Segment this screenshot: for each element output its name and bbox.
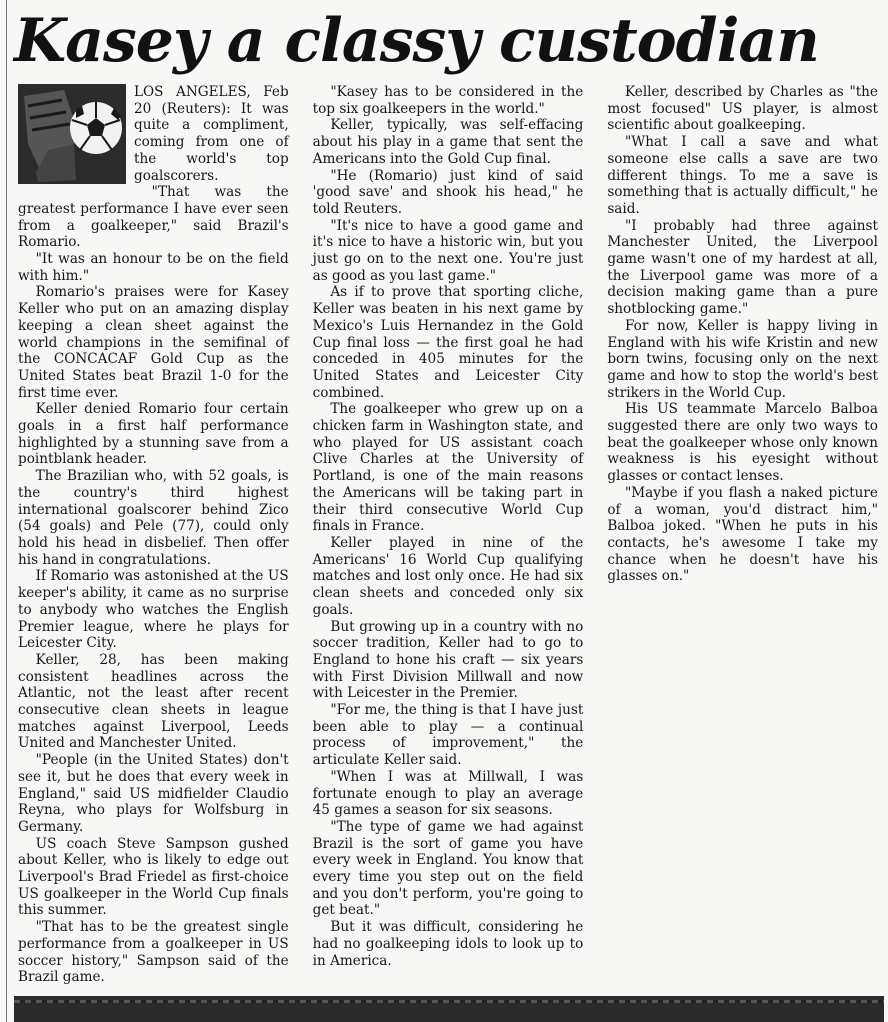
paragraph: "Maybe if you flash a naked picture of a woman, you'd distract him," Balboa joked. "When he puts in his contacts, he's awesome I take my chance when he doesn't have his glasses on."	[607, 484, 878, 585]
paragraph: "It's nice to have a good game and it's nice to have a historic win, but you just go on to the next one. You're just as good as you last game."	[312, 217, 584, 284]
paragraph: Keller, 28, has been making consistent headlines across the Atlantic, not the least after recent consecutive clean sheets in league matches against Liverpool, Leeds United and Manchester United.	[18, 651, 289, 752]
paragraph: If Romario was astonished at the US keeper's ability, it came as no surprise to anybody who watches the English Premier league, where he plays for Leicester City.	[18, 568, 289, 652]
paragraph: "When I was at Millwall, I was fortunate enough to play an average 45 games a season for six seasons.	[312, 768, 584, 819]
paragraph: As if to prove that sporting cliche, Keller was beaten in his next game by Mexico's Luis Hernandez in the Gold Cup final loss — the first goal he had conceded in 405 minutes for the United States and Leicester City combined.	[312, 284, 584, 401]
paragraph: "Kasey has to be considered in the top six goalkeepers in the world."	[312, 84, 584, 117]
paragraph: Keller, described by Charles as "the most focused" US player, is almost scientific about goalkeeping.	[607, 84, 878, 134]
next-article-edge	[14, 996, 884, 1022]
headline: Kasey a classy custodian	[14, 6, 819, 76]
paragraph: Romario's praises were for Kasey Keller who put on an amazing display keeping a clean sheet against the world champions in the semifinal of the CONCACAF Gold Cup as the United States beat Brazil 1-0 for the first time ever.	[18, 284, 289, 401]
paragraph: "For me, the thing is that I have just been able to play — a continual process of improvement," the articulate Keller said.	[312, 702, 584, 769]
paragraph: "The type of game we had against Brazil is the sort of game you have every week in England. You know that every time you step out on the field and you don't perform, you're going to get beat."	[312, 818, 584, 919]
page-edge-rule	[6, 0, 7, 1022]
goalkeeper-glove-and-ball-icon	[18, 84, 126, 184]
paragraph: "It was an honour to be on the field with him."	[18, 251, 289, 284]
paragraph: "That was the greatest performance I have ever seen from a goalkeeper," said Brazil's Romario.	[18, 184, 289, 251]
paragraph: Keller, typically, was self-effacing about his play in a game that sent the Americans into the Gold Cup final.	[312, 117, 584, 167]
paragraph: Keller played in nine of the Americans' 16 World Cup qualifying matches and lost only once. He had six clean sheets and conceded only six goals.	[312, 534, 584, 618]
paragraph: "I probably had three against Manchester United, the Liverpool game wasn't one of my hardest at all, the Liverpool game was more of a decision making game than a pure shotblocking game."	[607, 217, 878, 318]
paragraph: Keller denied Romario four certain goals in a first half performance highlighted by a stunning save from a pointblank header.	[18, 401, 289, 468]
paragraph: For now, Keller is happy living in England with his wife Kristin and new born twins, focusing only on the next game and how to stop the world's best strikers in the World Cup.	[607, 317, 878, 401]
paragraph: The goalkeeper who grew up on a chicken farm in Washington state, and who played for US assistant coach Clive Charles at the University of Portland, is one of the main reasons the Americans will be taking part in their third consecutive World Cup finals in France.	[312, 401, 584, 535]
article-body	[18, 84, 878, 992]
paragraph: But it was difficult, considering he had no goalkeeping idols to look up to in America.	[312, 919, 584, 969]
paragraph: "What I call a save and what someone else calls a save are two different things. To me a save is something that is actually difficult," he said.	[607, 134, 878, 217]
paragraph: US coach Steve Sampson gushed about Keller, who is likely to edge out Liverpool's Brad Friedel as first-choice US goalkeeper in the World Cup finals this summer.	[18, 835, 289, 919]
paragraph: "People (in the United States) don't see it, but he does that every week in England," said US midfielder Claudio Reyna, who plays for Wolfsburg in Germany.	[18, 752, 289, 835]
paragraph: "That has to be the greatest single performance from a goalkeeper in US soccer history," Sampson said of the Brazil game.	[18, 919, 289, 986]
paragraph: "He (Romario) just kind of said 'good save' and shook his head," he told Reuters.	[312, 167, 584, 217]
paragraph: LOS ANGELES, Feb 20 (Reuters): It was quite a compliment, coming from one of the world's top goalscorers.	[134, 84, 289, 184]
paragraph: His US teammate Marcelo Balboa suggested there are only two ways to beat the goalkeeper whose only known weakness is his eyesight without glasses or contact lenses.	[607, 401, 878, 485]
paragraph: But growing up in a country with no soccer tradition, Keller had to go to England to hone his craft — six years with First Division Millwall and now with Leicester in the Premier.	[312, 618, 584, 702]
paragraph: The Brazilian who, with 52 goals, is the country's third highest international goalscorer behind Zico (54 goals) and Pele (77), could only hold his head in disbelief. Then offer his hand in congratulations.	[18, 468, 289, 568]
